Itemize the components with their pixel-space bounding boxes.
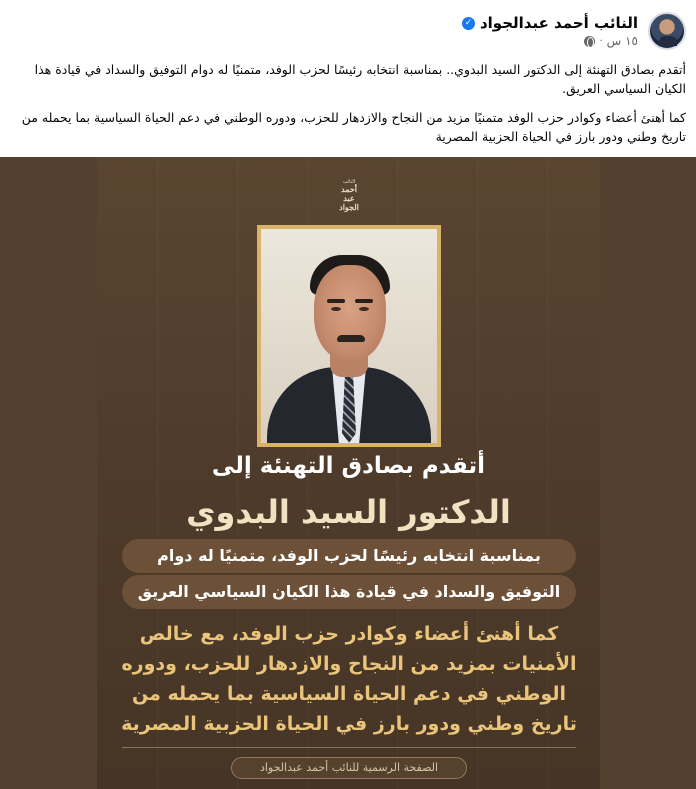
author-row [462, 14, 638, 32]
globe-icon[interactable] [584, 36, 595, 47]
logo-name-text: أحمد عبد الجواد [339, 184, 359, 212]
separator-dot: · [599, 35, 603, 47]
image-body-text: كما أهنئ أعضاء وكوادر حزب الوفد، مع خالص الأمنيات بمزيد من النجاح والازدهار للحزب، ودوره الوطني في دعم الحياة السياسية بما يحمله من تاريخ وطني ودور بارز في الحياة الحزبية المصرية [121, 623, 577, 735]
post-header [10, 12, 686, 56]
image-title-line-2: الدكتور السيد البدوي [186, 493, 511, 531]
portrait-photo [257, 225, 441, 447]
post-paragraph-2: كما أهنئ أعضاء وكوادر حزب الوفد متمنيًا مزيد من النجاح والازدهار للحزب، ودوره الوطني في دعم الحياة السياسية بما يحمله من تاريخ وطني ودور بارز في الحياة الحزبية المصرية [21, 110, 686, 144]
image-band-line-2: التوفيق والسداد في قيادة هذا الكيان السياسي العريق [122, 575, 576, 609]
author-avatar[interactable] [648, 12, 686, 50]
verified-badge-icon: ✓ [462, 17, 475, 30]
author-name[interactable]: النائب أحمد عبدالجواد [479, 14, 638, 32]
post-meta [584, 34, 638, 48]
post-paragraph-1: أتقدم بصادق التهنئة إلى الدكتور السيد البدوي.. بمناسبة انتخابه رئيسًا لحزب الوفد، متمنيًا له دوام التوفيق والسداد في قيادة هذا الكيان السياسي العريق. [34, 62, 686, 96]
footer-divider [122, 747, 576, 748]
logo-top-text: النائب [342, 179, 356, 185]
image-footer: الصفحة الرسمية للنائب أحمد عبدالجواد [231, 757, 467, 779]
image-title-line-1: أتقدم بصادق التهنئة إلى [211, 453, 486, 479]
post-time[interactable]: ١٥ س [606, 34, 638, 48]
post-image[interactable] [0, 157, 696, 789]
logo-emblem [337, 179, 361, 219]
image-band-line-1: بمناسبة انتخابه رئيسًا لحزب الوفد، متمنيًا له دوام [122, 539, 576, 573]
